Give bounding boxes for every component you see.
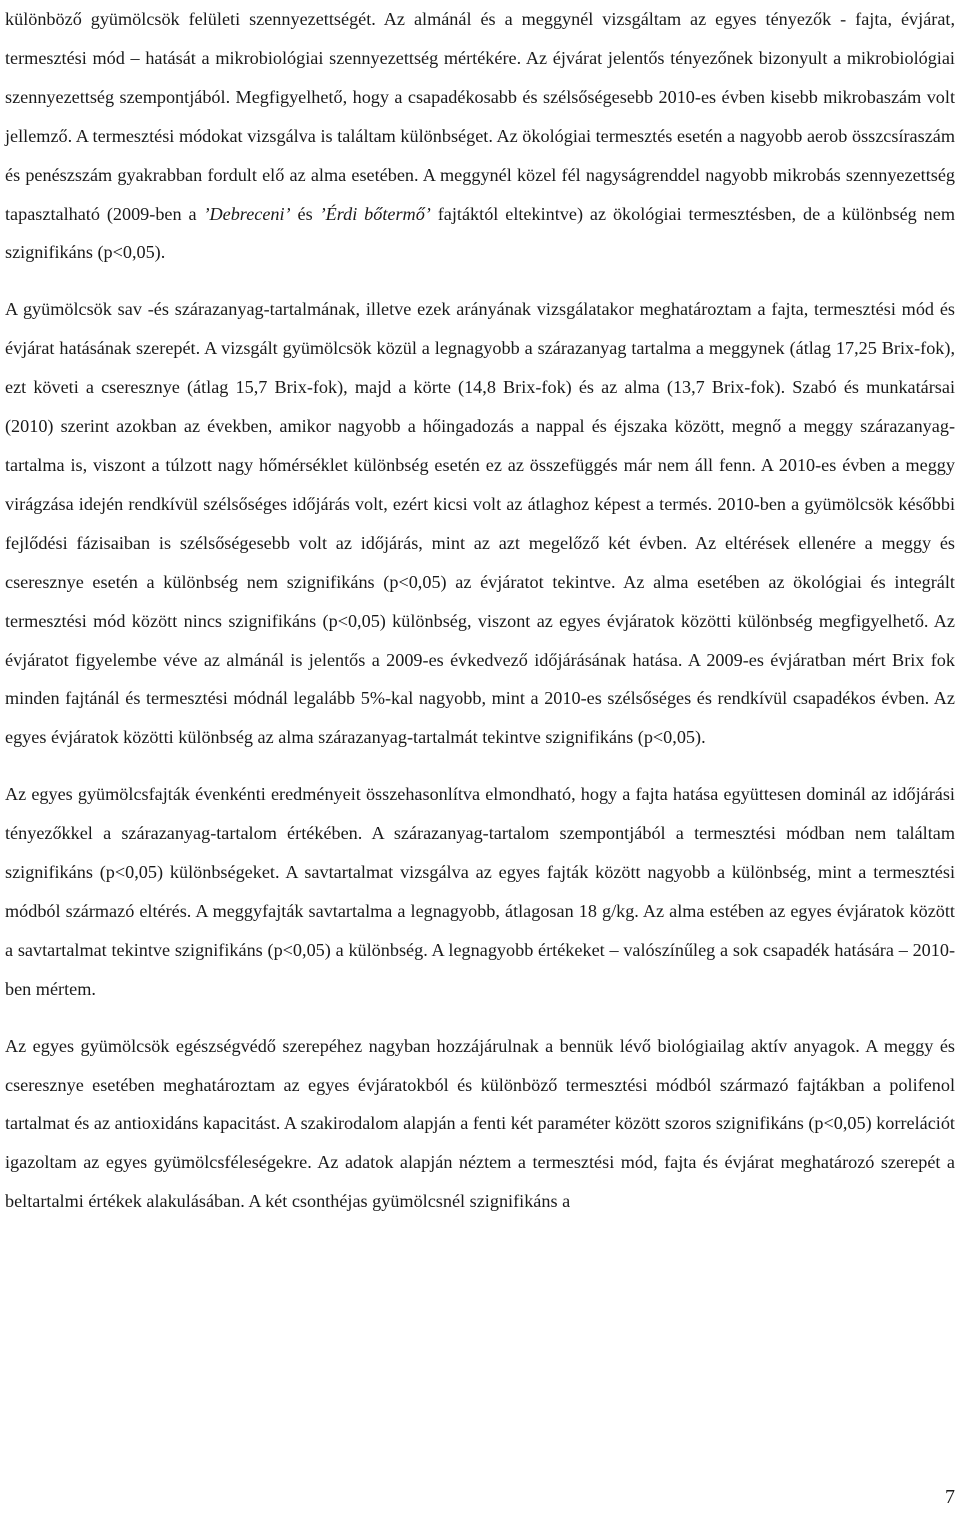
variety-name-erdi-botermo: ’Érdi bőtermő’ [319,203,431,224]
variety-name-debreceni: ’Debreceni’ [203,203,291,224]
paragraph-text: különböző gyümölcsök felületi szennyezettségét. Az almánál és a meggynél vizsgáltam az egyes tényezők - fajta, évjárat, termesztési mód – hatását a mikrobiológiai szennyezettség mértékére. Az éjvárat jelentős tényezőnek bizonyult a mikrobiológiai szennyezettség szempontjából. Megfigyelhető, hogy a csapadékosabb és szélsőségesebb 2010-es évben kisebb mikrobaszám volt jellemző. A termesztési módokat vizsgálva is találtam különbséget. Az ökológiai termesztés esetén a nagyobb aerob összcsíraszám és penészszám gyakrabban fordult elő az alma esetében. A meggynél közel fél nagyságrenddel nagyobb mikrobás szennyezettség tapasztalható (2009-ben a [5,9,955,224]
page-number: 7 [945,1486,955,1508]
paragraph-microbiology [5,0,955,272]
paragraph-text: fajtáktól eltekintve) az ökológiai termesztésben, de a különbség nem szignifikáns (p<0,05). [5,203,955,263]
paragraph-text: és [290,203,320,224]
paragraph-bioactive-compounds: Az egyes gyümölcsök egészségvédő szerepéhez nagyban hozzájárulnak a bennük lévő biológiailag aktív anyagok. A meggy és cseresznye esetében meghatároztam az egyes évjáratokból és különböző termesztési módból származó fajtákban a polifenol tartalmat és az antioxidáns kapacitást. A szakirodalom alapján a fenti két paraméter között szoros szignifikáns (p<0,05) korrelációt igazoltam az egyes gyümölcsféleségekre. Az adatok alapján néztem a termesztési mód, fajta és évjárat meghatározó szerepét a beltartalmi értékek alakulásában. A két csonthéjas gyümölcsnél szignifikáns a [5,1035,955,1212]
document-body [5,0,955,1221]
paragraph-dry-matter-acid: A gyümölcsök sav -és szárazanyag-tartalmának, illetve ezek arányának vizsgálatakor meghatároztam a fajta, termesztési mód és évjárat hatásának szerepét. A vizsgált gyümölcsök közül a legnagyobb a szárazanyag tartalma a meggynek (átlag 17,25 Brix-fok), ezt követi a cseresznye (átlag 15,7 Brix-fok), majd a körte (14,8 Brix-fok) és az alma (13,7 Brix-fok). Szabó és munkatársai (2010) szerint azokban az években, amikor nagyobb a hőingadozás a nappal és éjszaka között, megnő a meggy szárazanyag-tartalma is, viszont a túlzott nagy hőmérséklet különbség esetén ez az összefüggés már nem áll fenn. A 2010-es évben a meggy virágzása idején rendkívül szélsőséges időjárás volt, ezért kicsi volt az átlaghoz képest a termés. 2010-ben a gyümölcsök későbbi fejlődési fázisaiban is szélsőségesebb volt az időjárás, mint az azt megelőző két évben. Az eltérések ellenére a meggy és cseresznye esetén a különbség nem szignifikáns (p<0,05) az évjáratot tekintve. Az alma esetében az ökológiai és integrált termesztési mód között nincs szignifikáns (p<0,05) különbség, viszont az egyes évjáratok közötti különbség megfigyelhető. Az évjáratot figyelembe véve az almánál is jelentős a 2009-es évkedvező időjárásának hatása. A 2009-es évjáratban mért Brix fok minden fajtánál és termesztési módnál legalább 5%-kal nagyobb, mint a 2010-es szélsőséges és rendkívül csapadékos évben. Az egyes évjáratok közötti különbség az alma szárazanyag-tartalmát tekintve szignifikáns (p<0,05). [5,299,955,748]
paragraph-variety-comparison: Az egyes gyümölcsfajták évenkénti eredményeit összehasonlítva elmondható, hogy a fajta hatása együttesen dominál az időjárási tényezőkkel a szárazanyag-tartalom értékében. A szárazanyag-tartalom szempontjából a termesztési módban nem találtam szignifikáns (p<0,05) különbségeket. A savtartalmat vizsgálva az egyes fajták között nagyobb a különbség, mint a termesztési módból származó eltérés. A meggyfajták savtartalma a legnagyobb, átlagosan 18 g/kg. Az alma estében az egyes évjáratok között a savtartalmat tekintve szignifikáns (p<0,05) a különbség. A legnagyobb értékeket – valószínűleg a sok csapadék hatására – 2010-ben mértem. [5,784,955,999]
